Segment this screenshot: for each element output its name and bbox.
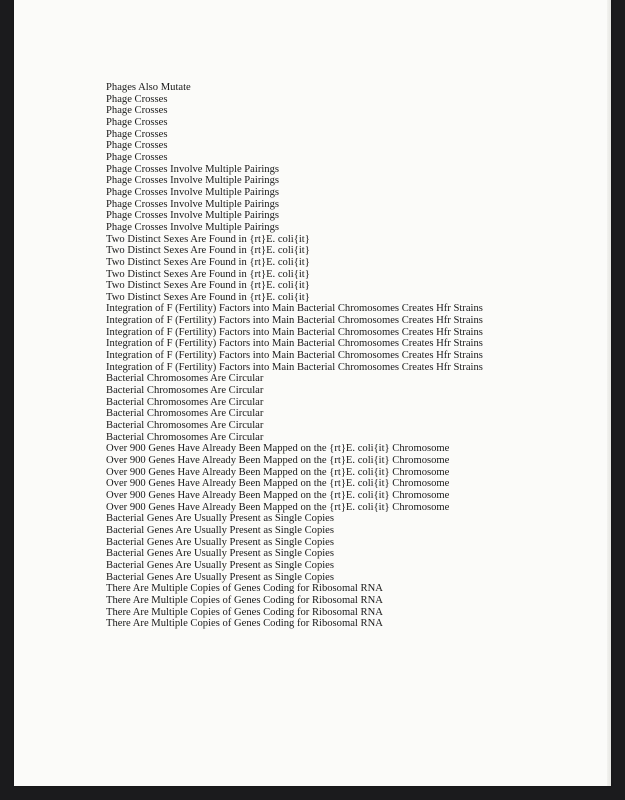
heading-line: Phage Crosses bbox=[106, 116, 168, 128]
heading-line: Phage Crosses Involve Multiple Pairings bbox=[106, 210, 280, 222]
heading-line: Bacterial Genes Are Usually Present as Single Copies bbox=[106, 536, 335, 548]
heading-line: Two Distinct Sexes Are Found in {rt}E. coli{it} bbox=[106, 268, 310, 280]
heading-line: There Are Multiple Copies of Genes Coding for Ribosomal RNA bbox=[106, 594, 383, 606]
heading-line: Bacterial Chromosomes Are Circular bbox=[106, 431, 264, 443]
heading-line: Bacterial Genes Are Usually Present as Single Copies bbox=[106, 548, 335, 560]
heading-line: Phage Crosses bbox=[106, 93, 168, 105]
heading-line: There Are Multiple Copies of Genes Coding for Ribosomal RNA bbox=[106, 618, 383, 630]
heading-line: Over 900 Genes Have Already Been Mapped on the {rt}E. coli{it} Chromosome bbox=[106, 478, 450, 490]
heading-line: Phage Crosses Involve Multiple Pairings bbox=[106, 163, 280, 175]
paper-edge bbox=[607, 0, 611, 786]
heading-line: There Are Multiple Copies of Genes Coding for Ribosomal RNA bbox=[106, 606, 383, 618]
heading-line: Integration of F (Fertility) Factors into Main Bacterial Chromosomes Creates Hfr Strains bbox=[106, 338, 483, 350]
heading-line: Bacterial Chromosomes Are Circular bbox=[106, 373, 264, 385]
heading-line: Bacterial Chromosomes Are Circular bbox=[106, 396, 264, 408]
heading-line: Bacterial Chromosomes Are Circular bbox=[106, 408, 264, 420]
heading-line: Over 900 Genes Have Already Been Mapped on the {rt}E. coli{it} Chromosome bbox=[106, 443, 450, 455]
heading-line: Over 900 Genes Have Already Been Mapped on the {rt}E. coli{it} Chromosome bbox=[106, 501, 450, 513]
heading-line: There Are Multiple Copies of Genes Coding for Ribosomal RNA bbox=[106, 583, 383, 595]
heading-line: Bacterial Genes Are Usually Present as Single Copies bbox=[106, 571, 335, 583]
heading-line: Two Distinct Sexes Are Found in {rt}E. coli{it} bbox=[106, 291, 310, 303]
heading-line: Phage Crosses Involve Multiple Pairings bbox=[106, 175, 280, 187]
heading-line: Over 900 Genes Have Already Been Mapped on the {rt}E. coli{it} Chromosome bbox=[106, 489, 450, 501]
heading-line: Two Distinct Sexes Are Found in {rt}E. coli{it} bbox=[106, 245, 310, 257]
heading-line: Over 900 Genes Have Already Been Mapped on the {rt}E. coli{it} Chromosome bbox=[106, 455, 450, 466]
heading-line: Two Distinct Sexes Are Found in {rt}E. coli{it} bbox=[106, 256, 310, 268]
heading-line: Two Distinct Sexes Are Found in {rt}E. coli{it} bbox=[106, 280, 310, 292]
heading-line: Bacterial Genes Are Usually Present as Single Copies bbox=[106, 559, 335, 571]
heading-line: Integration of F (Fertility) Factors into Main Bacterial Chromosomes Creates Hfr Strains bbox=[106, 361, 483, 373]
heading-line: Phages Also Mutate bbox=[106, 82, 191, 93]
heading-line: Integration of F (Fertility) Factors into Main Bacterial Chromosomes Creates Hfr Strains bbox=[106, 315, 483, 327]
heading-line: Integration of F (Fertility) Factors into Main Bacterial Chromosomes Creates Hfr Strains bbox=[106, 350, 483, 362]
heading-line: Phage Crosses bbox=[106, 151, 168, 163]
heading-line: Bacterial Genes Are Usually Present as Single Copies bbox=[106, 524, 335, 536]
heading-line: Over 900 Genes Have Already Been Mapped on the {rt}E. coli{it} Chromosome bbox=[106, 466, 450, 478]
heading-line: Bacterial Chromosomes Are Circular bbox=[106, 420, 264, 432]
heading-line: Bacterial Genes Are Usually Present as Single Copies bbox=[106, 513, 335, 525]
heading-list bbox=[106, 82, 606, 630]
heading-line: Bacterial Chromosomes Are Circular bbox=[106, 385, 264, 397]
heading-line: Two Distinct Sexes Are Found in {rt}E. coli{it} bbox=[106, 233, 310, 245]
heading-line: Phage Crosses bbox=[106, 105, 168, 117]
heading-line: Phage Crosses Involve Multiple Pairings bbox=[106, 221, 280, 233]
heading-line: Integration of F (Fertility) Factors into Main Bacterial Chromosomes Creates Hfr Strains bbox=[106, 303, 483, 315]
heading-line: Phage Crosses Involve Multiple Pairings bbox=[106, 198, 280, 210]
paper-page bbox=[14, 0, 611, 786]
heading-line: Integration of F (Fertility) Factors into Main Bacterial Chromosomes Creates Hfr Strains bbox=[106, 326, 483, 338]
heading-line: Phage Crosses bbox=[106, 128, 168, 140]
heading-line: Phage Crosses Involve Multiple Pairings bbox=[106, 186, 280, 198]
heading-line: Phage Crosses bbox=[106, 140, 168, 152]
